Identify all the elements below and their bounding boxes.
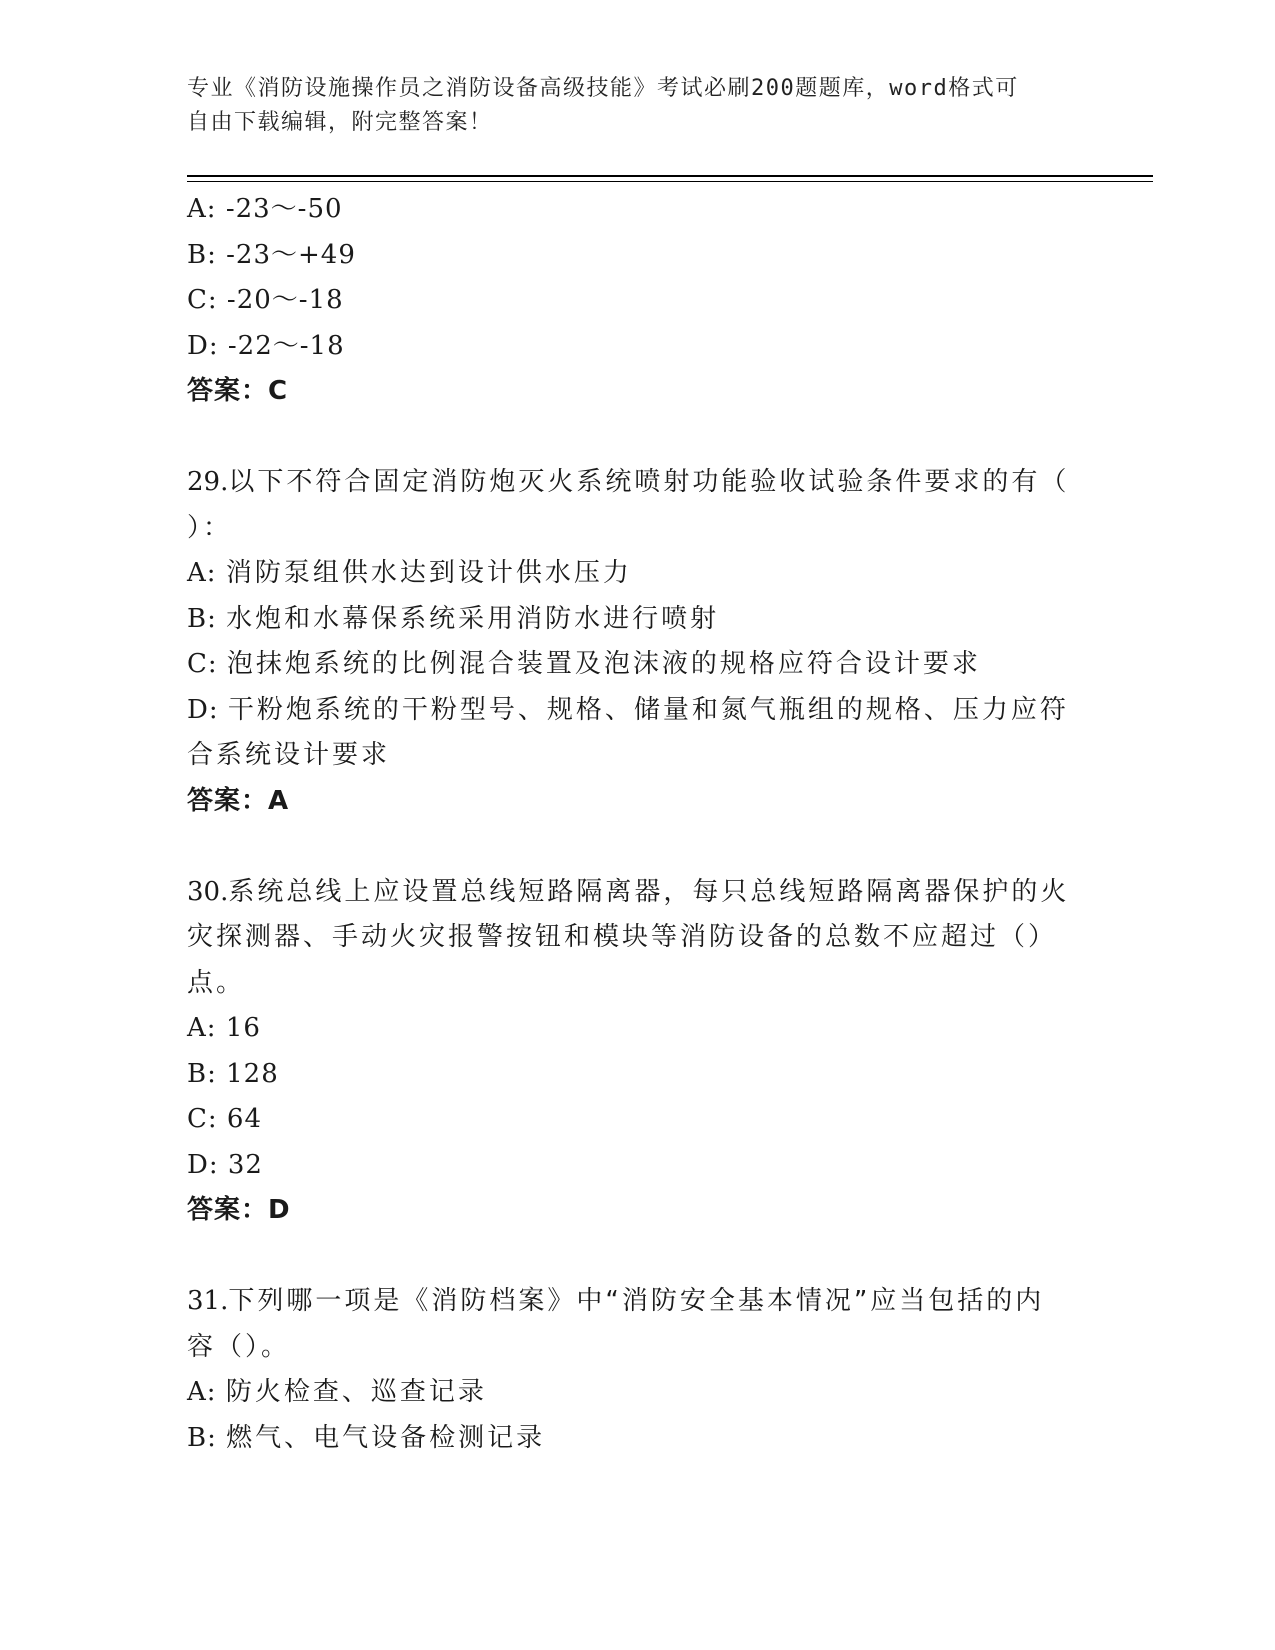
option-label: A: — [187, 194, 217, 224]
header-rule-thick — [187, 175, 1153, 177]
option-b — [187, 597, 1087, 643]
option-d-continuation: 合系统设计要求 — [187, 740, 391, 770]
option-label: B: — [187, 1058, 217, 1089]
option-b — [187, 1052, 1087, 1098]
option-label: A: — [187, 1013, 217, 1043]
option-c — [187, 278, 1087, 324]
question-stem-line — [187, 460, 1087, 506]
option-label: D: — [187, 330, 219, 361]
question-text: 下列哪一项是《消防档案》中“消防安全基本情况”应当包括的内 — [228, 1286, 1045, 1316]
option-label: D: — [187, 694, 219, 725]
option-label: A: — [187, 558, 217, 588]
question-31 — [187, 1279, 1087, 1461]
question-stem-line: ）： — [187, 512, 233, 543]
option-d — [187, 324, 1087, 370]
question-number: 29. — [187, 467, 229, 497]
document-header — [187, 72, 1087, 140]
option-text: 64 — [226, 1104, 263, 1134]
question-content — [187, 187, 1087, 1461]
question-stem-line: 点。 — [187, 967, 246, 998]
option-text: 泡抹炮系统的比例混合装置及泡沫液的规格应符合设计要求 — [226, 649, 981, 679]
option-text: 燃气、电气设备检测记录 — [226, 1422, 546, 1453]
option-text: -23～-50 — [225, 194, 343, 224]
answer-line: 答案：C — [187, 376, 289, 406]
option-label: C: — [187, 1104, 218, 1134]
question-stem-line — [187, 1279, 1087, 1325]
option-text: 16 — [225, 1013, 261, 1043]
option-text: 消防泵组供水达到设计供水压力 — [225, 558, 632, 588]
option-a — [187, 1370, 1087, 1416]
header-rule-thin — [187, 181, 1153, 182]
option-label: B: — [187, 603, 217, 634]
header-line-2: 自由下载编辑，附完整答案！ — [187, 110, 493, 135]
question-stem-line: 灾探测器、手动火灾报警按钮和模块等消防设备的总数不应超过（） — [187, 922, 1058, 952]
option-text: -23～+49 — [226, 239, 356, 270]
option-label: A: — [187, 1377, 217, 1407]
option-label: C: — [187, 649, 218, 679]
option-text: 128 — [226, 1058, 279, 1089]
answer-line: 答案：A — [187, 785, 290, 816]
question-30 — [187, 870, 1087, 1234]
spacer — [187, 415, 1087, 461]
option-a — [187, 551, 1087, 597]
answer-line: 答案：D — [187, 1195, 291, 1225]
option-text: 干粉炮系统的干粉型号、规格、储量和氮气瓶组的规格、压力应符 — [227, 694, 1069, 725]
option-c — [187, 1097, 1087, 1143]
option-text: 水炮和水幕保系统采用消防水进行喷射 — [226, 603, 720, 634]
question-number: 30. — [187, 876, 229, 907]
question-text: 系统总线上应设置总线短路隔离器，每只总线短路隔离器保护的火 — [228, 876, 1070, 907]
option-a — [187, 187, 1087, 233]
option-text: 32 — [227, 1149, 263, 1180]
question-text: 以下不符合固定消防炮灭火系统喷射功能验收试验条件要求的有（ — [228, 467, 1070, 497]
question-stem-line — [187, 870, 1087, 916]
option-label: D: — [187, 1149, 219, 1180]
question-29 — [187, 460, 1087, 824]
option-b — [187, 1416, 1087, 1462]
prev-question-block — [187, 187, 1087, 415]
option-d — [187, 1143, 1087, 1189]
option-a — [187, 1006, 1087, 1052]
option-text: -20～-18 — [226, 285, 344, 315]
option-c — [187, 642, 1087, 688]
question-stem-line: 容（）。 — [187, 1331, 291, 1362]
spacer — [187, 824, 1087, 870]
option-d — [187, 688, 1087, 734]
option-text: -22～-18 — [227, 330, 345, 361]
option-label: C: — [187, 285, 218, 315]
option-label: B: — [187, 239, 217, 270]
spacer — [187, 1234, 1087, 1280]
option-label: B: — [187, 1422, 217, 1453]
option-b — [187, 233, 1087, 279]
header-line-1: 专业《消防设施操作员之消防设备高级技能》考试必刷200题题库，word格式可 — [187, 76, 1019, 101]
question-number: 31. — [187, 1286, 229, 1316]
option-text: 防火检查、巡查记录 — [225, 1377, 487, 1407]
